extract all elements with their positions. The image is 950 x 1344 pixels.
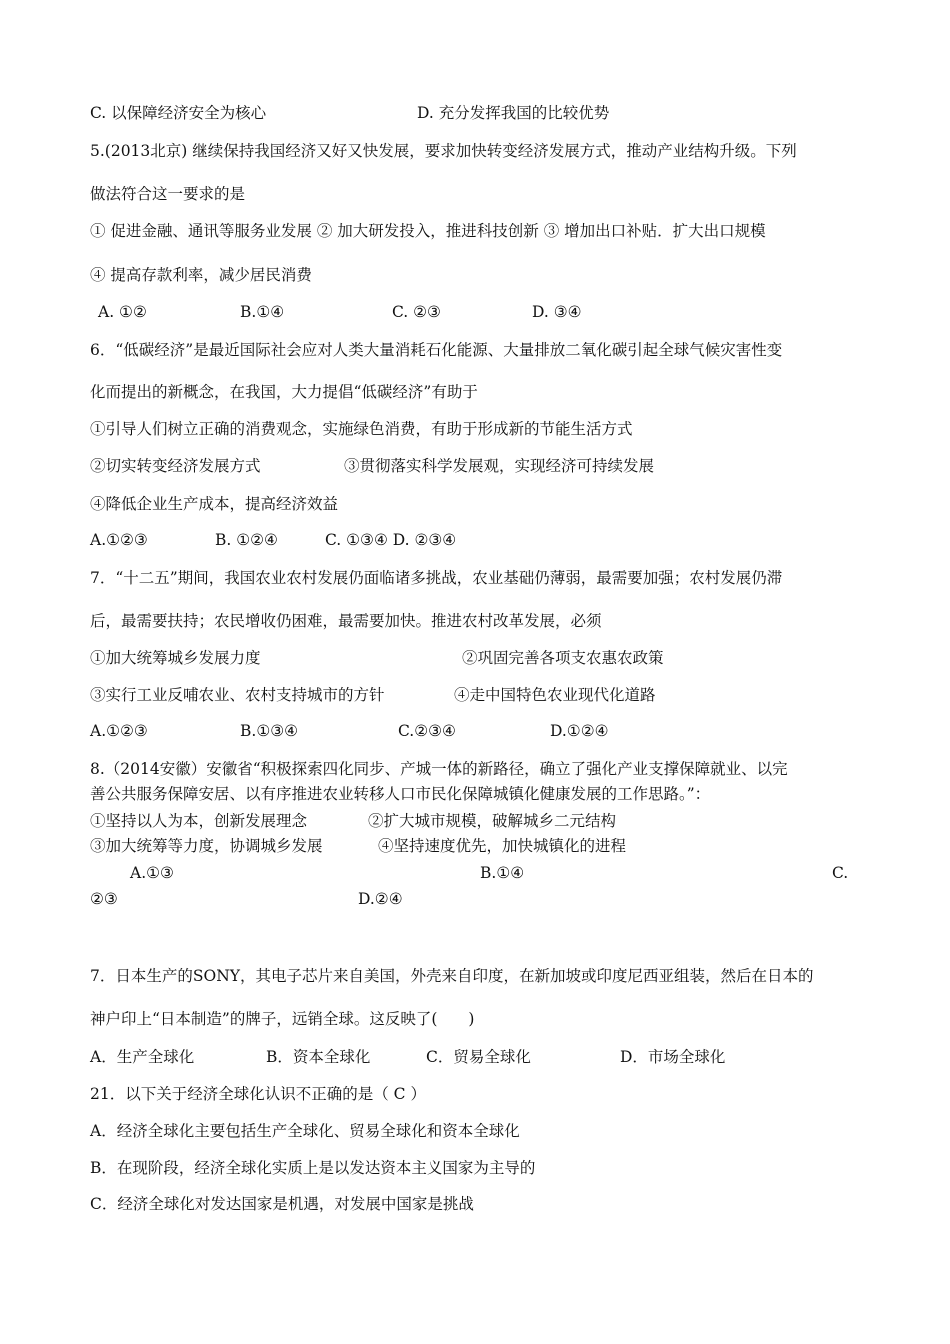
question-6-item-1: ①引导人们树立正确的消费观念，实施绿色消费，有助于形成新的节能生活方式	[90, 420, 633, 438]
question-6-item-2: ②切实转变经济发展方式	[90, 457, 261, 475]
question-8-stem: 8.（2014安徽）安徽省“积极探索四化同步、产城一体的新路径，确立了强化产业支撑保障就业、以完	[90, 760, 788, 778]
question-7-item-4: ④走中国特色农业现代化道路	[454, 686, 656, 704]
option-c: C. 以保障经济安全为核心	[90, 104, 267, 122]
question-7b-stem: 7．日本生产的SONY，其电子芯片来自美国，外壳来自印度，在新加坡或印度尼西亚组装，然后在日本的	[90, 967, 814, 985]
option-c-value: ②③	[90, 890, 118, 908]
option-c-label: C.	[832, 864, 849, 882]
question-21-option-c: C．经济全球化对发达国家是机遇，对发展中国家是挑战	[90, 1195, 474, 1213]
option-a: A.①③	[130, 864, 174, 882]
question-6-item-4: ④降低企业生产成本，提高经济效益	[90, 495, 339, 513]
option-d: D. ③④	[532, 303, 582, 321]
question-7-item-1: ①加大统筹城乡发展力度	[90, 649, 261, 667]
question-21-option-a: A．经济全球化主要包括生产全球化、贸易全球化和资本全球化	[90, 1122, 520, 1140]
option-b: B. ①②④	[215, 531, 278, 549]
option-a: A.①②③	[90, 531, 148, 549]
question-7-stem: 7．“十二五”期间，我国农业农村发展仍面临诸多挑战，农业基础仍薄弱，最需要加强；农村发展仍滞	[90, 569, 783, 587]
question-7-item-2: ②巩固完善各项支农惠农政策	[462, 649, 664, 667]
question-7-stem-cont: 后，最需要扶持；农民增收仍困难，最需要加快。推进农村改革发展，必须	[90, 612, 602, 630]
question-8-item-3: ③加大统筹等力度，协调城乡发展	[90, 837, 323, 855]
option-d: D. 充分发挥我国的比较优势	[417, 104, 610, 122]
question-8-stem-cont: 善公共服务保障安居、以有序推进农业转移人口市民化保障城镇化健康发展的工作思路。”：	[90, 785, 711, 803]
option-c: C．贸易全球化	[426, 1048, 531, 1066]
question-5-item-4: ④ 提高存款利率，减少居民消费	[90, 266, 312, 284]
option-d: D.①②④	[550, 722, 609, 740]
option-b: B．资本全球化	[266, 1048, 371, 1066]
question-6-item-3: ③贯彻落实科学发展观，实现经济可持续发展	[344, 457, 655, 475]
option-b: B.①③④	[240, 722, 299, 740]
question-5-stem-cont: 做法符合这一要求的是	[90, 185, 246, 203]
option-cd: C. ①③④ D. ②③④	[325, 531, 457, 549]
question-21-option-b: B．在现阶段，经济全球化实质上是以发达资本主义国家为主导的	[90, 1159, 536, 1177]
question-5-items: ① 促进金融、通讯等服务业发展 ② 加大研发投入，推进科技创新 ③ 增加出口补贴．扩大出口规模	[90, 222, 766, 240]
option-c: C.②③④	[398, 722, 456, 740]
option-a: A.①②③	[90, 722, 148, 740]
question-21-stem: 21．以下关于经济全球化认识不正确的是（ C ）	[90, 1085, 426, 1103]
question-7-item-3: ③实行工业反哺农业、农村支持城市的方针	[90, 686, 385, 704]
question-8-item-1: ①坚持以人为本，创新发展理念	[90, 812, 308, 830]
option-a: A. ①②	[98, 303, 147, 321]
option-c: C. ②③	[392, 303, 441, 321]
question-8-item-2: ②扩大城市规模，破解城乡二元结构	[368, 812, 617, 830]
question-6-stem: 6．“低碳经济”是最近国际社会应对人类大量消耗石化能源、大量排放二氧化碳引起全球气候灾害性变	[90, 341, 783, 359]
option-a: A．生产全球化	[90, 1048, 195, 1066]
question-6-stem-cont: 化而提出的新概念，在我国，大力提倡“低碳经济”有助于	[90, 383, 478, 401]
option-d: D．市场全球化	[620, 1048, 726, 1066]
question-5-stem: 5.(2013北京) 继续保持我国经济又好又快发展，要求加快转变经济发展方式，推动产业结构升级。下列	[90, 142, 797, 160]
question-8-item-4: ④坚持速度优先，加快城镇化的进程	[378, 837, 627, 855]
option-b: B.①④	[480, 864, 525, 882]
option-d: D.②④	[358, 890, 403, 908]
question-7b-stem-cont: 神户印上“日本制造”的牌子，远销全球。这反映了( )	[90, 1010, 475, 1028]
option-b: B.①④	[240, 303, 285, 321]
